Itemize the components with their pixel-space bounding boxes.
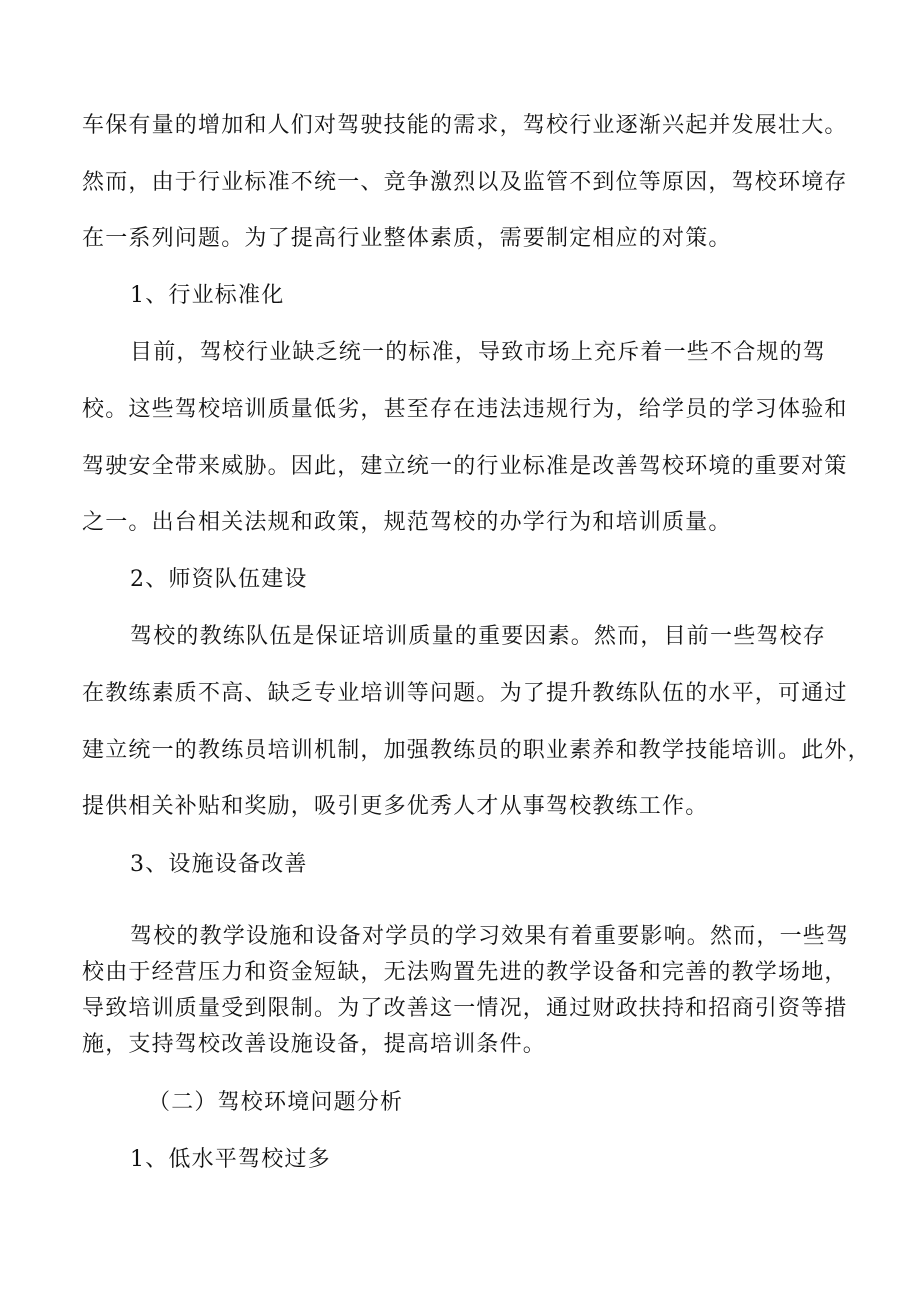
section-2-line-2: 在教练素质不高、缺乏专业培训等问题。为了提升教练队伍的水平，可通过	[82, 681, 848, 706]
intro-line-1: 车保有量的增加和人们对驾驶技能的需求，驾校行业逐渐兴起并发展壮大。	[82, 113, 848, 138]
section-1-line-1: 目前，驾校行业缺乏统一的标准，导致市场上充斥着一些不合规的驾	[130, 340, 827, 365]
section-2-line-4: 提供相关补贴和奖励，吸引更多优秀人才从事驾校教练工作。	[82, 794, 709, 819]
section-1-line-3: 驾驶安全带来威胁。因此，建立统一的行业标准是改善驾校环境的重要对策	[82, 454, 848, 479]
section-1-line-2: 校。这些驾校培训质量低劣，甚至存在违法违规行为，给学员的学习体验和	[82, 397, 848, 422]
section-3-line-3: 导致培训质量受到限制。为了改善这一情况，通过财政扶持和招商引资等措	[82, 996, 848, 1021]
section-2-heading: 2、师资队伍建设	[130, 567, 308, 592]
section-3-line-1: 驾校的教学设施和设备对学员的学习效果有着重要影响。然而，一些驾	[130, 924, 850, 949]
part-2-heading: （二）驾校环境问题分析	[148, 1090, 404, 1115]
part-2-item-1: 1、低水平驾校过多	[130, 1147, 331, 1172]
intro-line-3: 在一系列问题。为了提高行业整体素质，需要制定相应的对策。	[82, 226, 732, 251]
section-2-line-1: 驾校的教练队伍是保证培训质量的重要因素。然而，目前一些驾校存	[130, 624, 827, 649]
section-3-line-4: 施，支持驾校改善设施设备，提高培训条件。	[82, 1032, 547, 1057]
section-3-heading: 3、设施设备改善	[130, 852, 308, 877]
section-1-heading: 1、行业标准化	[130, 283, 285, 308]
section-1-line-4: 之一。出台相关法规和政策，规范驾校的办学行为和培训质量。	[82, 510, 732, 535]
section-3-line-2: 校由于经营压力和资金短缺，无法购置先进的教学设备和完善的教学场地，	[82, 960, 848, 985]
section-2-line-3: 建立统一的教练员培训机制，加强教练员的职业素养和教学技能培训。此外，	[82, 738, 871, 763]
intro-line-2: 然而，由于行业标准不统一、竞争激烈以及监管不到位等原因，驾校环境存	[82, 170, 848, 195]
